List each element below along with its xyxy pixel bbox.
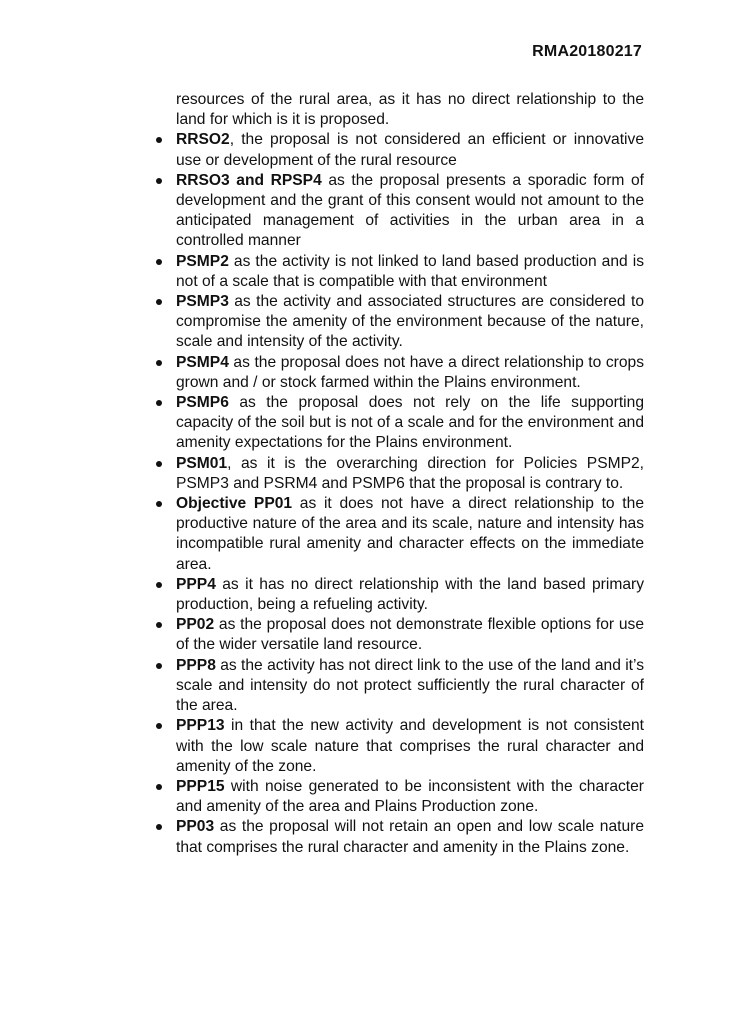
- list-item: [176, 716, 644, 777]
- list-item: [176, 252, 644, 292]
- list-item: [176, 393, 644, 454]
- list-item: [176, 817, 644, 857]
- policy-text: as the activity and associated structures are considered to compromise the amenity of the environment because of the nature, scale and intensity of the activity.: [176, 293, 644, 351]
- policy-text: as the proposal does not demonstrate flexible options for use of the wider versatile land resource.: [176, 616, 644, 654]
- policy-text: , the proposal is not considered an efficient or innovative use or development of the rural resource: [176, 131, 644, 169]
- list-item: [176, 615, 644, 655]
- policy-text: as the proposal presents a sporadic form of development and the grant of this consent would not amount to the anticipated management of activities in the urban area in a controlled manner: [176, 171, 644, 250]
- policy-code: Objective PP01: [176, 495, 293, 513]
- policy-code: PP03: [176, 818, 215, 836]
- list-item: [176, 292, 644, 353]
- policy-text: as the activity has not direct link to the use of the land and it’s scale and intensity do not protect sufficiently the rural character of the area.: [176, 656, 644, 715]
- policy-code: PSM01: [176, 454, 228, 472]
- list-item: [176, 353, 644, 393]
- policy-code: PPP15: [176, 777, 225, 795]
- continued-paragraph: resources of the rural area, as it has no direct relationship to the land for which is it is proposed.: [176, 91, 644, 129]
- list-item: [176, 171, 644, 252]
- policy-text: as the proposal does not rely on the life supporting capacity of the soil but is not of a scale and for the environment and amenity expectations for the Plains environment.: [176, 394, 644, 452]
- policy-code: RRSO3 and RPSP4: [176, 171, 322, 189]
- policy-text: with noise generated to be inconsistent with the character and amenity of the area and Plains Production zone.: [176, 777, 644, 816]
- policy-text: in that the new activity and development is not consistent with the low scale nature that comprises the rural character and amenity of the zone.: [176, 717, 644, 775]
- policy-code: PSMP2: [176, 252, 229, 270]
- list-item: [176, 130, 644, 170]
- policy-code: PSMP3: [176, 293, 229, 311]
- list-item: [176, 656, 644, 717]
- list-item: [176, 777, 644, 817]
- policy-list: [176, 130, 644, 857]
- policy-code: PPP8: [176, 656, 216, 674]
- list-item: [176, 575, 644, 615]
- policy-text: as the activity is not linked to land based production and is not of a scale that is compatible with that environment: [176, 252, 644, 290]
- policy-assessment-text: [176, 90, 644, 858]
- policy-code: RRSO2: [176, 131, 230, 149]
- policy-text: , as it is the overarching direction for Policies PSMP2, PSMP3 and PSRM4 and PSMP6 that the proposal is contrary to.: [176, 454, 644, 492]
- policy-code: PPP4: [176, 575, 216, 593]
- list-item: [176, 454, 644, 494]
- policy-code: PSMP6: [176, 394, 229, 412]
- policy-text: as the proposal does not have a direct relationship to crops grown and / or stock farmed within the Plains environment.: [176, 353, 644, 391]
- list-item: [176, 494, 644, 575]
- policy-code: PP02: [176, 616, 215, 634]
- policy-code: PPP13: [176, 717, 225, 735]
- policy-text: as the proposal will not retain an open and low scale nature that comprises the rural character and amenity in the Plains zone.: [176, 818, 644, 856]
- policy-code: PSMP4: [176, 353, 229, 371]
- policy-text: as it does not have a direct relationship to the productive nature of the area and its scale, nature and intensity has incompatible rural amenity and character effects on the immediate area.: [176, 495, 644, 573]
- policy-text: as it has no direct relationship with the land based primary production, being a refueling activity.: [176, 575, 644, 614]
- document-reference: RMA20180217: [532, 43, 642, 60]
